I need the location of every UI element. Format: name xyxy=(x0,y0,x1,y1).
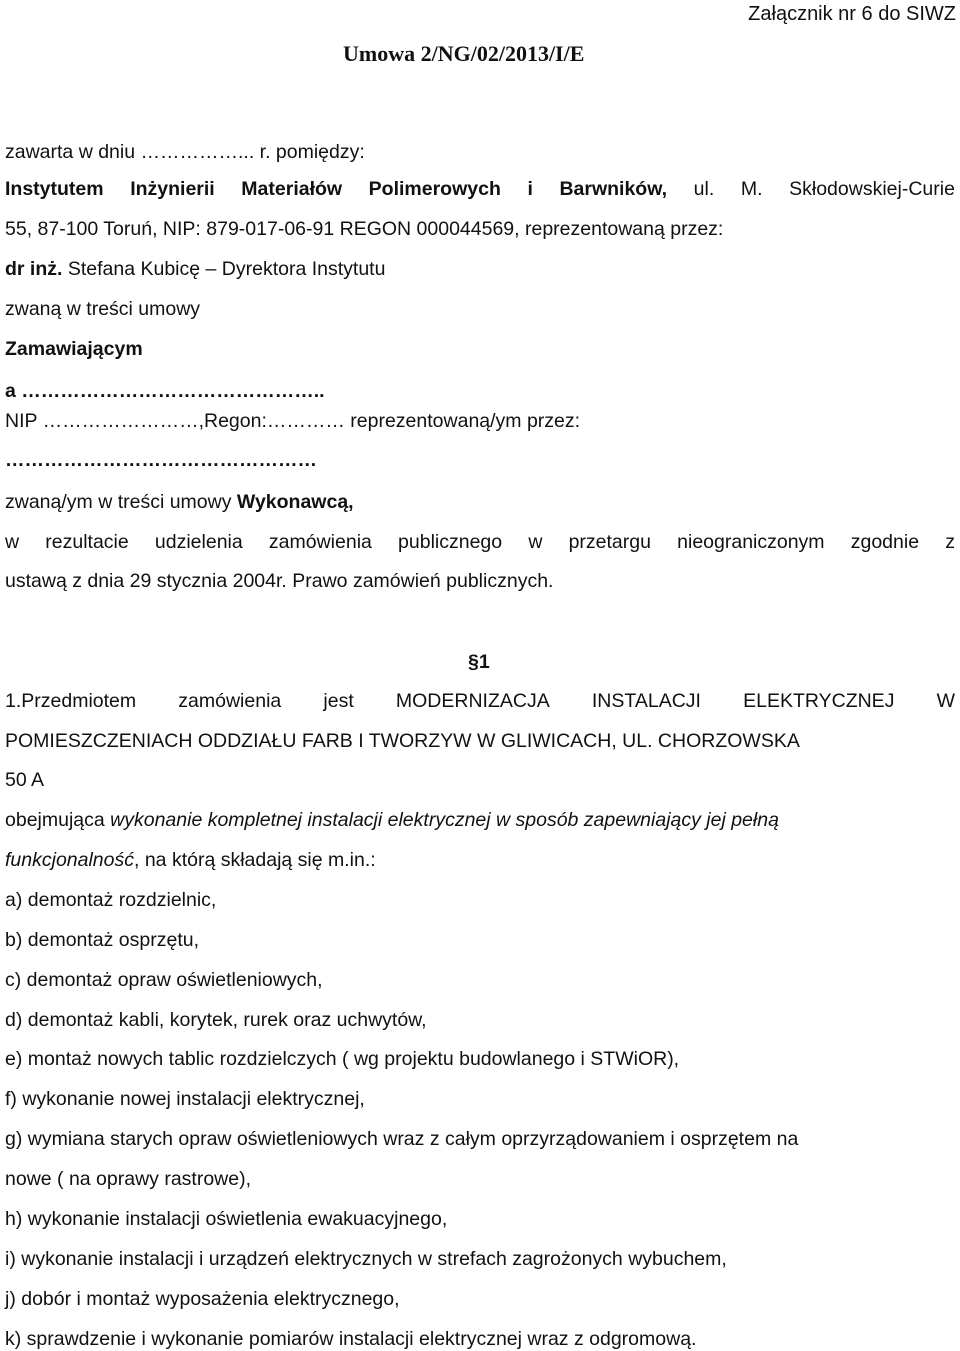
list-item: nowe ( na oprawy rastrowe), xyxy=(5,1168,252,1190)
scope-italic: wykonanie kompletnej instalacji elektrycznej w sposób zapewniający jej pełną xyxy=(110,809,779,831)
section-number: 1 xyxy=(478,651,490,673)
subject-word: zamówienia xyxy=(178,690,282,712)
annex-label: Załącznik nr 6 do SIWZ xyxy=(748,3,956,25)
result-word: publicznego xyxy=(398,531,503,553)
scope-prefix: obejmująca xyxy=(5,809,111,831)
representative-title: dr inż. xyxy=(5,258,63,280)
list-item: a) demontaż rozdzielnic, xyxy=(5,889,217,911)
party1-word: Instytutem xyxy=(5,178,104,200)
contract-title: Umowa 2/NG/02/2013/I/E xyxy=(343,41,585,66)
scope-line-1 xyxy=(5,808,779,832)
list-item: d) demontaż kabli, korytek, rurek oraz uchwytów, xyxy=(5,1009,427,1031)
result-line-2: ustawą z dnia 29 stycznia 2004r. Prawo zamówień publicznych. xyxy=(5,570,554,592)
result-word: przetargu xyxy=(568,531,651,553)
result-word: zamówienia xyxy=(268,531,372,553)
result-word: udzielenia xyxy=(154,531,243,553)
representative-line xyxy=(5,257,385,281)
scope-italic-2: funkcjonalność xyxy=(5,849,134,871)
party2-role: Wykonawcą, xyxy=(236,491,354,513)
subject-line-1 xyxy=(5,689,955,713)
scope-line-2 xyxy=(5,848,376,872)
party1-word: M. xyxy=(740,178,763,200)
result-word: nieograniczonym xyxy=(677,531,825,553)
subject-line-2: POMIESZCZENIACH ODDZIAŁU FARB I TWORZYW W GLIWICACH, UL. CHORZOWSKA xyxy=(5,730,800,752)
party1-word: Materiałów xyxy=(241,178,343,200)
party2-line: a ……………………………………….. xyxy=(5,380,325,402)
party1-word: i xyxy=(527,178,533,200)
list-item: i) wykonanie instalacji i urządzeń elektrycznych w strefach zagrożonych wybuchem, xyxy=(5,1248,727,1270)
called2-line xyxy=(5,490,354,514)
list-item: f) wykonanie nowej instalacji elektrycznej, xyxy=(5,1088,365,1110)
called-in-contract: zwaną w treści umowy xyxy=(5,298,201,320)
list-item: g) wymiana starych opraw oświetleniowych wraz z całym oprzyrządowaniem i osprzętem na xyxy=(5,1128,799,1150)
representative-dots: ………………………………………… xyxy=(5,449,317,471)
subject-word: MODERNIZACJA xyxy=(395,690,550,712)
result-word: z xyxy=(945,531,955,553)
scope-suffix: , na którą składają się m.in.: xyxy=(134,849,376,871)
party1-word: Inżynierii xyxy=(130,178,215,200)
subject-line-3: 50 A xyxy=(5,769,45,791)
list-item: j) dobór i montaż wyposażenia elektrycznego, xyxy=(5,1288,400,1310)
subject-word: 1.Przedmiotem xyxy=(5,690,137,712)
result-line-1 xyxy=(5,530,955,554)
subject-word: jest xyxy=(323,690,354,712)
subject-word: W xyxy=(936,690,955,712)
called2-prefix: zwaną/ym w treści umowy xyxy=(5,491,237,513)
party1-role: Zamawiającym xyxy=(5,338,143,360)
party1-line-1 xyxy=(5,177,955,201)
party1-line-2: 55, 87-100 Toruń, NIP: 879-017-06-91 REGON 000044569, reprezentowaną przez: xyxy=(5,218,724,240)
result-word: w xyxy=(528,531,543,553)
list-item: b) demontaż osprzętu, xyxy=(5,929,200,951)
party1-word: Skłodowskiej-Curie xyxy=(789,178,955,200)
party1-word: Polimerowych xyxy=(368,178,501,200)
section-sign: § xyxy=(468,651,479,673)
list-item: k) sprawdzenie i wykonanie pomiarów instalacji elektrycznej wraz z odgromową. xyxy=(5,1328,697,1350)
list-item: e) montaż nowych tablic rozdzielczych ( wg projektu budowlanego i STWiOR), xyxy=(5,1048,680,1070)
representative-name: Stefana Kubicę – Dyrektora Instytutu xyxy=(62,258,386,280)
nip-regon-line: NIP ……………………,Regon:………… reprezentowaną/ym przez: xyxy=(5,410,581,432)
party1-word: ul. xyxy=(693,178,715,200)
subject-word: INSTALACJI xyxy=(591,690,701,712)
result-word: w xyxy=(5,531,20,553)
list-item: h) wykonanie instalacji oświetlenia ewakuacyjnego, xyxy=(5,1208,448,1230)
section-heading xyxy=(468,650,490,674)
result-word: zgodnie xyxy=(850,531,920,553)
subject-word: ELEKTRYCZNEJ xyxy=(743,690,895,712)
date-line: zawarta w dniu ……………... r. pomiędzy: xyxy=(5,141,365,163)
result-word: rezultacie xyxy=(45,531,129,553)
party1-word: Barwników, xyxy=(559,178,668,200)
list-item: c) demontaż opraw oświetleniowych, xyxy=(5,969,323,991)
